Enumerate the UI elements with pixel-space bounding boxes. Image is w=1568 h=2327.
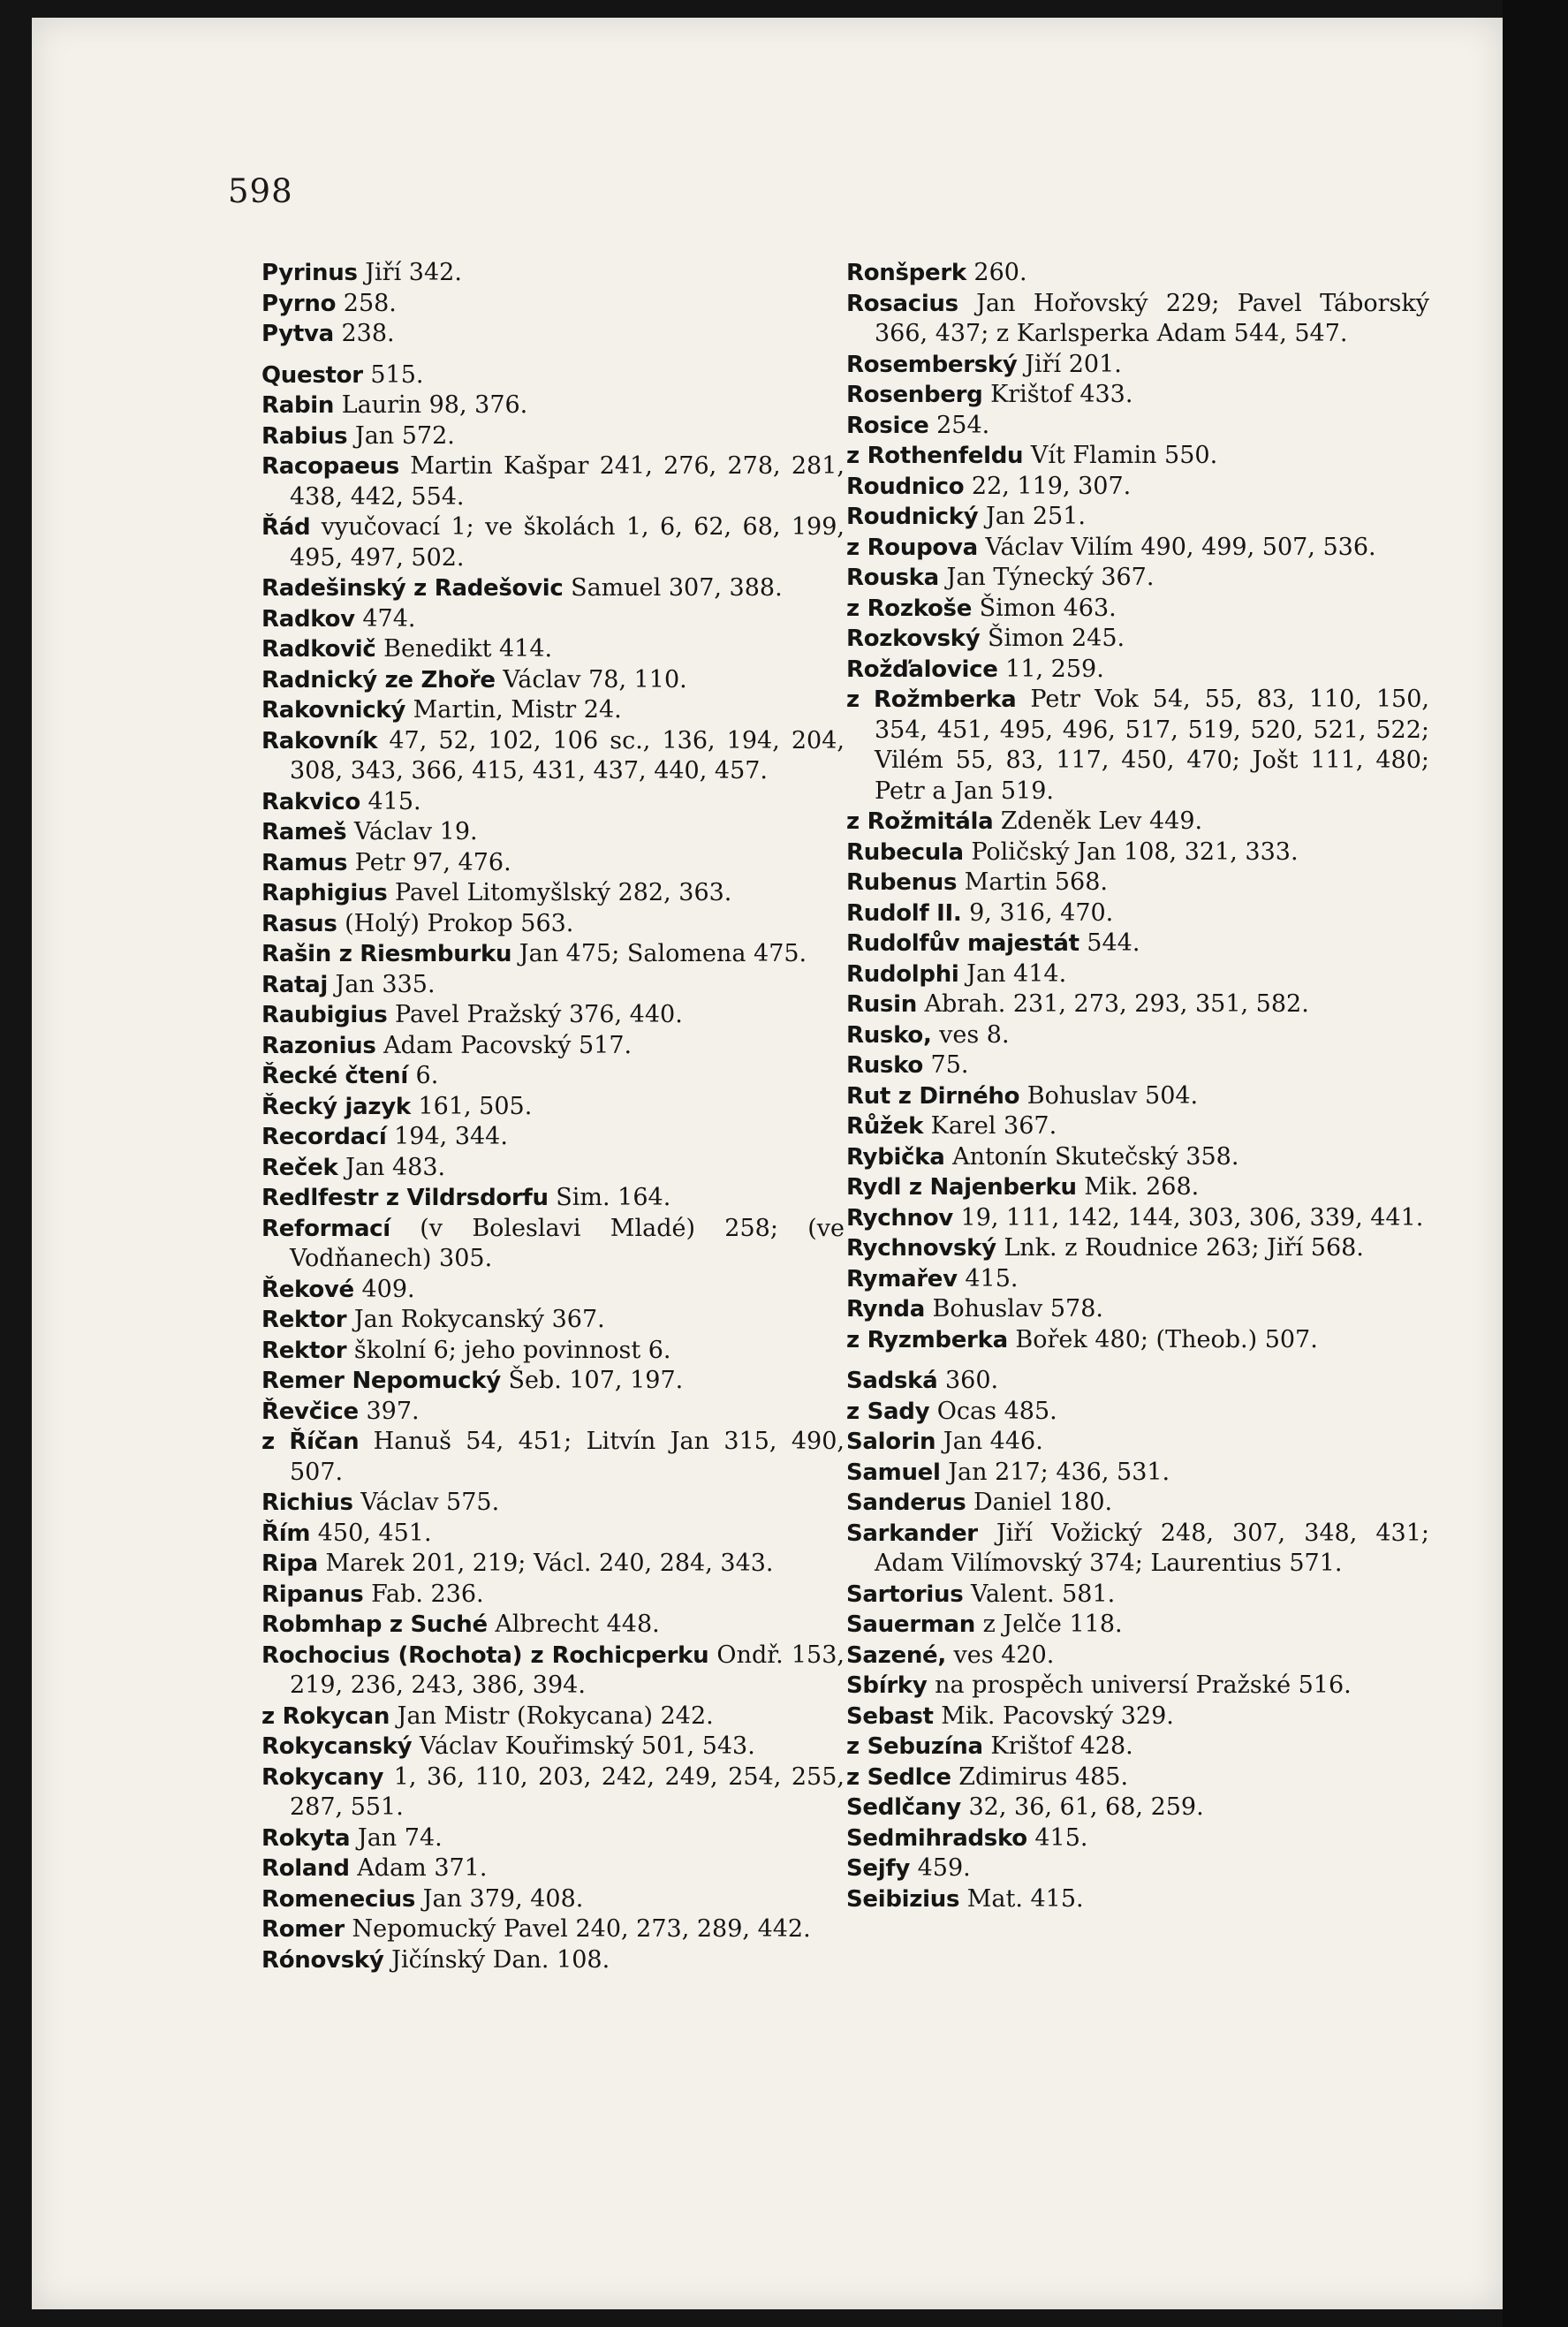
entry-name: Sauerman <box>846 1611 975 1638</box>
entry-name: Pyrno <box>261 290 337 317</box>
entry-references: Valent. 581. <box>963 1580 1116 1608</box>
entry-name: Řád <box>261 514 311 541</box>
index-entry <box>846 624 1429 655</box>
entry-name: Raubigius <box>261 1002 388 1028</box>
entry-name: Rudolfův majestát <box>846 930 1079 957</box>
index-entry <box>261 258 845 289</box>
entry-name: Robmhap z Suché <box>261 1611 488 1638</box>
entry-references: Jan 483. <box>337 1153 446 1181</box>
index-entry <box>261 939 845 970</box>
entry-references: Václav Kouřimský 501, 543. <box>412 1732 755 1760</box>
entry-references: Benedikt 414. <box>375 635 553 663</box>
entry-references: vyučovací 1; ve školách 1, 6, 62, 68, 199, 495, 497, 502. <box>290 513 845 572</box>
entry-references: ves 8. <box>931 1020 1010 1049</box>
index-entry <box>846 807 1429 838</box>
entry-name: Řekové <box>261 1276 354 1303</box>
entry-references: Jan Hořovský 229; Pavel Táborský 366, 437; z Karlsperka Adam 544, 547. <box>875 289 1429 347</box>
entry-references: 415. <box>360 787 421 815</box>
entry-name: z Sady <box>846 1398 930 1425</box>
entry-name: Reček <box>261 1154 338 1181</box>
entry-references: Jan 217; 436, 531. <box>940 1458 1170 1486</box>
entry-references: (v Boleslavi Mladé) 258; (ve Vodňanech) 305. <box>290 1214 845 1272</box>
entry-references: Zdimirus 485. <box>951 1762 1129 1791</box>
entry-references: 397. <box>358 1397 420 1425</box>
index-entry <box>846 1823 1429 1854</box>
index-entry <box>261 1853 845 1884</box>
entry-references: Jiří 201. <box>1017 350 1122 378</box>
entry-name: z Rothenfeldu <box>846 443 1024 469</box>
index-entry <box>846 898 1429 929</box>
index-entry <box>261 604 845 635</box>
index-entry <box>261 848 845 879</box>
entry-name: Rosenberg <box>846 382 983 408</box>
entry-name: Ramus <box>261 849 348 876</box>
index-entry <box>261 1914 845 1945</box>
entry-references: Mik. Pacovský 329. <box>933 1702 1174 1730</box>
entry-references: Krištof 428. <box>982 1732 1133 1760</box>
entry-name: Razonius <box>261 1032 376 1059</box>
entry-name: Řím <box>261 1520 311 1547</box>
index-entry <box>261 634 845 665</box>
entry-references: 360. <box>937 1367 999 1394</box>
index-entry <box>846 1081 1429 1112</box>
entry-references: Václav 78, 110. <box>495 665 687 694</box>
entry-name: Roudnico <box>846 473 965 500</box>
entry-references: Samuel 307, 388. <box>563 574 783 602</box>
entry-references: Jan Rokycanský 367. <box>346 1306 605 1333</box>
entry-references: Ocas 485. <box>929 1397 1057 1425</box>
entry-name: z Říčan <box>261 1429 360 1455</box>
entry-name: Rubecula <box>846 838 964 866</box>
index-entry <box>846 472 1429 503</box>
index-entry <box>846 1641 1429 1671</box>
index-entry <box>846 1488 1429 1519</box>
index-entry <box>846 959 1429 990</box>
index-entry <box>846 1427 1429 1458</box>
entry-references: Ondř. 153, 219, 236, 243, 386, 394. <box>290 1641 845 1699</box>
entry-name: z Rokycan <box>261 1702 390 1730</box>
entry-references: Sim. 164. <box>548 1184 671 1211</box>
entry-name: Rameš <box>261 819 347 845</box>
entry-references: Pavel Pražský 376, 440. <box>387 1001 683 1028</box>
entry-name: Rakovnický <box>261 697 406 724</box>
entry-references: Jan 446. <box>935 1428 1043 1455</box>
index-entry <box>846 1793 1429 1823</box>
entry-name: Richius <box>261 1489 353 1516</box>
page-number: 598 <box>228 172 293 210</box>
entry-references: 260. <box>966 259 1027 286</box>
entry-references: Karel 367. <box>923 1112 1057 1140</box>
entry-references: Václav Vilím 490, 499, 507, 536. <box>977 533 1376 561</box>
entry-name: Rychnovský <box>846 1235 996 1262</box>
index-entry <box>846 563 1429 594</box>
entry-name: Pytva <box>261 321 334 347</box>
entry-references: Krištof 433. <box>982 381 1133 408</box>
entry-references: ves 420. <box>945 1641 1055 1669</box>
entry-references: Fab. 236. <box>363 1580 484 1608</box>
entry-name: Řecké čtení <box>261 1063 408 1089</box>
entry-references: Poličský Jan 108, 321, 333. <box>963 838 1299 866</box>
entry-references: školní 6; jeho povinnost 6. <box>346 1336 671 1364</box>
index-entry <box>261 1702 845 1732</box>
entry-references: Václav 19. <box>346 818 478 845</box>
entry-name: Racopaeus <box>261 453 399 480</box>
entry-references: Petr Vok 54, 55, 83, 110, 150, 354, 451, 495, 496, 517, 519, 520, 521, 522; Vilém 55, 83, 117, 450, 470; Jošt 111, 480; Petr a Jan 519. <box>875 686 1429 805</box>
entry-references: 6. <box>407 1062 439 1089</box>
entry-references: Petr 97, 476. <box>347 848 511 876</box>
entry-references: Šimon 463. <box>972 594 1117 622</box>
entry-references: 75. <box>922 1051 969 1079</box>
entry-name: Sejfy <box>846 1855 911 1882</box>
index-entry <box>846 441 1429 472</box>
index-entry <box>846 594 1429 625</box>
entry-name: Rynda <box>846 1296 925 1323</box>
index-entry <box>261 390 845 421</box>
entry-name: Rubenus <box>846 869 958 896</box>
index-entry <box>261 1183 845 1214</box>
entry-name: Sebast <box>846 1702 934 1730</box>
index-entry <box>261 817 845 848</box>
index-entry <box>261 1366 845 1397</box>
entry-name: Pyrinus <box>261 260 358 286</box>
index-entry <box>846 350 1429 381</box>
entry-name: Salorin <box>846 1429 936 1455</box>
index-entry <box>261 1732 845 1762</box>
entry-references: Bohuslav 578. <box>924 1295 1103 1323</box>
index-entry <box>261 1031 845 1062</box>
index-entry <box>846 1580 1429 1611</box>
entry-references: 161, 505. <box>410 1092 533 1120</box>
entry-name: Radnický ze Zhoře <box>261 666 496 694</box>
entry-name: Rychnov <box>846 1204 953 1232</box>
index-entry <box>261 1275 845 1306</box>
index-entry <box>261 695 845 726</box>
index-entry <box>846 1050 1429 1081</box>
entry-name: Romenecius <box>261 1885 416 1913</box>
entry-name: Rakovník <box>261 727 378 754</box>
entry-name: Reformací <box>261 1215 390 1242</box>
entry-name: z Ryzmberka <box>846 1326 1008 1353</box>
index-entry <box>261 319 845 350</box>
entry-references: Antonín Skutečský 358. <box>944 1142 1239 1171</box>
index-entry <box>261 1305 845 1336</box>
entry-references: Adam 371. <box>349 1854 488 1882</box>
entry-name: Rabin <box>261 392 335 419</box>
entry-name: Rokyta <box>261 1824 351 1852</box>
entry-name: Rosacius <box>846 290 958 317</box>
entry-references: Šimon 245. <box>980 625 1125 652</box>
entry-references: Adam Pacovský 517. <box>375 1031 633 1059</box>
index-entry <box>846 1853 1429 1884</box>
entry-name: Rektor <box>261 1337 347 1364</box>
index-entry <box>261 1122 845 1153</box>
entry-name: Ripanus <box>261 1580 364 1608</box>
index-entry <box>846 1233 1429 1264</box>
entry-references: 409. <box>353 1275 415 1303</box>
index-entry <box>261 1945 845 1976</box>
entry-name: z Rožmberka <box>846 686 1017 713</box>
index-entry <box>261 1549 845 1580</box>
entry-name: Roudnický <box>846 504 979 530</box>
index-entry <box>261 787 845 818</box>
entry-references: Jiří 342. <box>357 259 462 286</box>
entry-references: 254. <box>928 411 990 439</box>
index-entry <box>846 989 1429 1020</box>
entry-name: Radešinský z Radešovic <box>261 575 564 602</box>
index-entry <box>261 1336 845 1367</box>
index-entry <box>261 289 845 320</box>
entry-references: Nepomucký Pavel 240, 273, 289, 442. <box>344 1915 811 1943</box>
entry-name: Remer Nepomucký <box>261 1368 501 1394</box>
index-entry <box>261 1762 845 1823</box>
entry-name: z Sedlce <box>846 1763 951 1791</box>
entry-references: 238. <box>333 320 395 347</box>
index-entry <box>846 1203 1429 1234</box>
entry-references: 258. <box>336 289 397 317</box>
index-entry <box>846 1172 1429 1203</box>
index-entry <box>846 1325 1429 1356</box>
entry-references: Marek 201, 219; Václ. 240, 284, 343. <box>317 1550 774 1577</box>
entry-references: Jan 475; Salomena 475. <box>511 940 807 967</box>
entry-references: 515. <box>362 360 424 389</box>
entry-references: Vít Flamin 550. <box>1023 442 1218 469</box>
entry-references: Jan 335. <box>327 970 436 998</box>
entry-name: z Roupova <box>846 534 978 561</box>
entry-name: Rozkovský <box>846 625 981 652</box>
entry-references: 194, 344. <box>386 1123 508 1150</box>
index-entry <box>261 1061 845 1092</box>
entry-name: Sbírky <box>846 1672 928 1699</box>
entry-name: Řecký jazyk <box>261 1093 411 1120</box>
entry-references: Lnk. z Roudnice 263; Jiří 568. <box>996 1234 1364 1262</box>
index-entry <box>261 878 845 909</box>
index-column-left <box>261 258 845 1975</box>
entry-name: Rokycany <box>261 1763 384 1791</box>
entry-name: Rusko <box>846 1052 923 1079</box>
entry-references: Jičínský Dan. 108. <box>383 1945 610 1974</box>
entry-references: Bohuslav 504. <box>1019 1081 1199 1110</box>
entry-name: Rektor <box>261 1307 347 1333</box>
index-entry <box>261 1427 845 1488</box>
index-entry <box>261 1000 845 1031</box>
entry-name: Sartorius <box>846 1580 964 1608</box>
entry-name: Sanderus <box>846 1489 966 1516</box>
entry-references: 11, 259. <box>997 655 1104 683</box>
entry-name: Rataj <box>261 971 328 998</box>
entry-name: Rudolphi <box>846 960 959 988</box>
index-entry <box>846 1111 1429 1142</box>
index-column-right <box>846 258 1429 1914</box>
index-entry <box>261 909 845 940</box>
index-entry <box>846 1884 1429 1915</box>
index-entry <box>846 868 1429 898</box>
index-entry <box>846 1732 1429 1762</box>
entry-references: Jiří Vožický 248, 307, 348, 431; Adam Vilímovský 374; Laurentius 571. <box>875 1519 1429 1577</box>
entry-name: Recordací <box>261 1124 387 1150</box>
index-entry <box>846 1142 1429 1173</box>
entry-name: Rymařev <box>846 1265 958 1292</box>
entry-name: Sarkander <box>846 1520 978 1547</box>
entry-references: Šeb. 107, 197. <box>500 1367 684 1394</box>
index-entry <box>846 533 1429 564</box>
index-entry <box>261 421 845 452</box>
index-entry <box>846 1671 1429 1702</box>
entry-name: Questor <box>261 361 363 389</box>
entry-name: Rouska <box>846 565 939 591</box>
entry-references: 32, 36, 61, 68, 259. <box>960 1793 1204 1821</box>
index-entry <box>846 1366 1429 1397</box>
entry-name: Rasus <box>261 910 337 937</box>
entry-references: Jan Mistr (Rokycana) 242. <box>390 1702 714 1730</box>
entry-references: 450, 451. <box>310 1519 432 1547</box>
entry-references: (Holý) Prokop 563. <box>337 909 574 937</box>
index-entry <box>846 1610 1429 1641</box>
index-entry <box>261 1519 845 1550</box>
entry-name: Rydl z Najenberku <box>846 1174 1077 1201</box>
index-entry <box>846 1020 1429 1051</box>
entry-references: Martin, Mistr 24. <box>405 696 622 724</box>
entry-references: Abrah. 231, 273, 293, 351, 582. <box>916 990 1309 1018</box>
entry-name: Roland <box>261 1855 350 1882</box>
entry-references: Jan 74. <box>350 1823 443 1852</box>
entry-name: Romer <box>261 1916 345 1943</box>
entry-references: na prospěch universí Pražské 516. <box>927 1671 1352 1699</box>
index-entry <box>261 360 845 391</box>
entry-name: Rusin <box>846 991 917 1018</box>
entry-references: Jan 572. <box>347 421 455 450</box>
entry-name: Rabius <box>261 422 348 450</box>
entry-name: Radkov <box>261 605 355 633</box>
entry-references: Jan 414. <box>958 959 1067 988</box>
index-entry <box>261 1823 845 1854</box>
index-entry <box>261 512 845 573</box>
entry-name: Řevčice <box>261 1398 359 1425</box>
index-entry <box>846 838 1429 868</box>
index-entry <box>261 1641 845 1702</box>
entry-references: Laurin 98, 376. <box>334 391 528 419</box>
entry-references: 544. <box>1079 929 1140 957</box>
index-entry <box>846 1519 1429 1580</box>
entry-references: 459. <box>910 1854 971 1882</box>
entry-references: Albrecht 448. <box>487 1611 660 1638</box>
entry-name: Rut z Dirného <box>846 1082 1020 1110</box>
entry-name: Ripa <box>261 1550 318 1577</box>
index-entry <box>261 1488 845 1519</box>
entry-name: Rosemberský <box>846 351 1018 378</box>
entry-references: 47, 52, 102, 106 sc., 136, 194, 204, 308, 343, 366, 415, 431, 437, 440, 457. <box>290 726 845 785</box>
index-entry <box>846 411 1429 442</box>
entry-references: z Jelče 118. <box>974 1611 1123 1638</box>
index-entry <box>261 1610 845 1641</box>
index-entry <box>846 289 1429 350</box>
index-entry <box>261 1580 845 1611</box>
entry-name: Rochocius (Rochota) z Rochicperku <box>261 1641 709 1669</box>
entry-name: Rybička <box>846 1143 945 1171</box>
entry-name: Sadská <box>846 1368 938 1394</box>
entry-references: Martin Kašpar 241, 276, 278, 281, 438, 442, 554. <box>290 452 845 511</box>
entry-name: Rosice <box>846 412 929 439</box>
entry-references: Daniel 180. <box>966 1489 1113 1516</box>
page-gutter <box>1503 0 1568 2327</box>
index-entry <box>261 1153 845 1184</box>
entry-references: Bořek 480; (Theob.) 507. <box>1007 1325 1318 1353</box>
entry-references: Mat. 415. <box>959 1884 1084 1913</box>
entry-references: 415. <box>957 1264 1019 1292</box>
entry-name: Sedmihradsko <box>846 1824 1027 1852</box>
index-entry <box>261 970 845 1001</box>
entry-references: Václav 575. <box>352 1489 500 1516</box>
index-entry <box>846 1264 1429 1295</box>
entry-name: Rokycanský <box>261 1733 413 1760</box>
entry-name: Sazené, <box>846 1641 946 1669</box>
entry-name: Rudolf II. <box>846 899 962 927</box>
entry-name: z Rožmitála <box>846 808 994 835</box>
entry-name: z Rozkoše <box>846 595 973 622</box>
entry-name: Rónovský <box>261 1946 384 1974</box>
index-entry <box>846 1762 1429 1793</box>
index-entry <box>846 1294 1429 1325</box>
entry-name: Rašin z Riesmburku <box>261 941 512 967</box>
index-entry <box>846 380 1429 411</box>
entry-references: Jan 251. <box>978 503 1086 530</box>
entry-name: Růžek <box>846 1113 924 1140</box>
index-entry <box>846 685 1429 807</box>
index-entry <box>261 573 845 604</box>
index-entry <box>261 1397 845 1428</box>
index-entry <box>846 502 1429 533</box>
entry-references: Jan 379, 408. <box>415 1884 584 1913</box>
index-entry <box>261 726 845 787</box>
entry-references: Martin 568. <box>957 868 1108 896</box>
entry-name: Sedlčany <box>846 1794 961 1821</box>
index-entry <box>846 1458 1429 1489</box>
entry-name: Raphigius <box>261 880 388 906</box>
entry-references: 415. <box>1026 1823 1088 1852</box>
entry-references: Zdeněk Lev 449. <box>993 807 1203 835</box>
entry-references: 19, 111, 142, 144, 303, 306, 339, 441. <box>952 1203 1424 1232</box>
entry-references: Mik. 268. <box>1076 1173 1200 1201</box>
entry-name: Radkovič <box>261 636 376 663</box>
index-entry <box>846 1397 1429 1428</box>
entry-name: Redlfestr z Vildrsdorfu <box>261 1185 549 1211</box>
entry-references: Hanuš 54, 451; Litvín Jan 315, 490, 507. <box>290 1428 845 1486</box>
entry-references: Jan Týnecký 367. <box>938 564 1155 591</box>
entry-references: 22, 119, 307. <box>964 472 1132 500</box>
entry-name: Rusko, <box>846 1021 932 1049</box>
entry-name: Rakvico <box>261 788 360 815</box>
index-entry <box>846 1702 1429 1732</box>
index-entry <box>261 1884 845 1915</box>
index-entry <box>846 929 1429 959</box>
entry-name: Rožďalovice <box>846 656 998 683</box>
index-entry <box>261 1214 845 1275</box>
entry-references: 474. <box>354 604 416 633</box>
index-entry <box>261 1092 845 1123</box>
entry-name: Seibizius <box>846 1885 960 1913</box>
index-entry <box>846 655 1429 686</box>
entry-name: Samuel <box>846 1459 941 1486</box>
index-entry <box>261 665 845 696</box>
entry-name: z Sebuzína <box>846 1733 983 1760</box>
entry-references: 9, 316, 470. <box>961 898 1114 927</box>
entry-name: Ronšperk <box>846 260 966 286</box>
entry-references: Pavel Litomyšlský 282, 363. <box>387 879 732 906</box>
index-entry <box>846 258 1429 289</box>
index-entry <box>261 451 845 512</box>
entry-references: 1, 36, 110, 203, 242, 249, 254, 255, 287, 551. <box>290 1762 845 1821</box>
